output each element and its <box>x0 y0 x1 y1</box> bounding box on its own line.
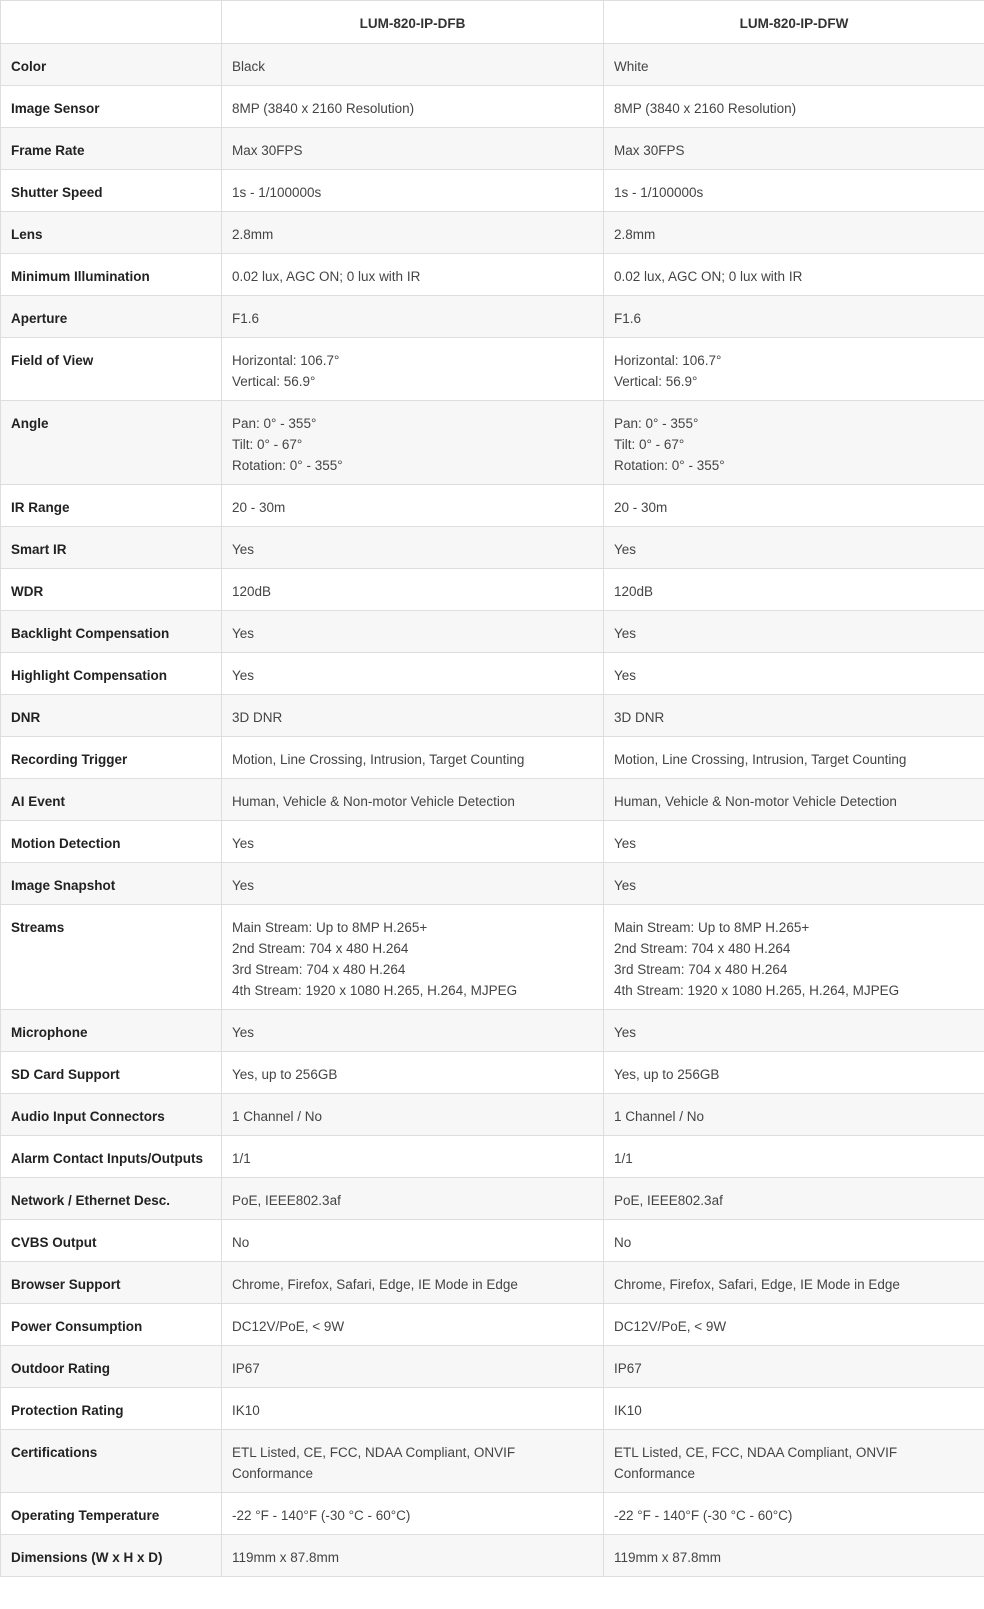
spec-value-dfw: Human, Vehicle & Non-motor Vehicle Detection <box>604 779 984 821</box>
table-row <box>1 527 984 569</box>
spec-value-dfb: Main Stream: Up to 8MP H.265+ 2nd Stream: 704 x 480 H.264 3rd Stream: 704 x 480 H.264 4th Stream: 1920 x 1080 H.265, H.264, MJPEG <box>222 905 604 1010</box>
spec-value-dfw: 120dB <box>604 569 984 611</box>
spec-value-dfw: DC12V/PoE, < 9W <box>604 1304 984 1346</box>
table-row <box>1 1493 984 1535</box>
spec-label-cell: Motion Detection <box>1 821 222 863</box>
table-row <box>1 863 984 905</box>
table-row <box>1 1262 984 1304</box>
spec-value-dfb: 120dB <box>222 569 604 611</box>
spec-value-dfb: No <box>222 1220 604 1262</box>
table-row <box>1 485 984 527</box>
table-row <box>1 1094 984 1136</box>
spec-value-dfw: Yes <box>604 821 984 863</box>
table-row <box>1 611 984 653</box>
spec-value-dfw: 2.8mm <box>604 212 984 254</box>
spec-label-cell: Alarm Contact Inputs/Outputs <box>1 1136 222 1178</box>
spec-label-cell: Microphone <box>1 1010 222 1052</box>
spec-value-dfw: F1.6 <box>604 296 984 338</box>
spec-label-cell: AI Event <box>1 779 222 821</box>
spec-value-dfw: 3D DNR <box>604 695 984 737</box>
table-row <box>1 905 984 1010</box>
spec-label-cell: Outdoor Rating <box>1 1346 222 1388</box>
spec-value-dfw: White <box>604 44 984 86</box>
spec-label-cell: Color <box>1 44 222 86</box>
spec-value-dfw: Max 30FPS <box>604 128 984 170</box>
spec-label-cell: Operating Temperature <box>1 1493 222 1535</box>
spec-value-dfb: Horizontal: 106.7° Vertical: 56.9° <box>222 338 604 401</box>
spec-label-cell: Shutter Speed <box>1 170 222 212</box>
table-row <box>1 1136 984 1178</box>
spec-value-dfw: Main Stream: Up to 8MP H.265+ 2nd Stream: 704 x 480 H.264 3rd Stream: 704 x 480 H.264 4th Stream: 1920 x 1080 H.265, H.264, MJPEG <box>604 905 984 1010</box>
spec-value-dfb: 2.8mm <box>222 212 604 254</box>
spec-value-dfw: Pan: 0° - 355° Tilt: 0° - 67° Rotation: 0° - 355° <box>604 401 984 485</box>
spec-label-cell: Network / Ethernet Desc. <box>1 1178 222 1220</box>
spec-label-cell: Field of View <box>1 338 222 401</box>
spec-label-cell: Smart IR <box>1 527 222 569</box>
spec-value-dfb: 119mm x 87.8mm <box>222 1535 604 1577</box>
spec-value-dfw: Yes <box>604 653 984 695</box>
spec-value-dfb: IK10 <box>222 1388 604 1430</box>
spec-value-dfw: 1 Channel / No <box>604 1094 984 1136</box>
spec-value-dfb: Human, Vehicle & Non-motor Vehicle Detection <box>222 779 604 821</box>
table-row <box>1 1220 984 1262</box>
spec-label-cell: IR Range <box>1 485 222 527</box>
spec-value-dfb: Yes <box>222 821 604 863</box>
table-header-row <box>1 1 984 44</box>
spec-value-dfb: Yes, up to 256GB <box>222 1052 604 1094</box>
spec-label-cell: Dimensions (W x H x D) <box>1 1535 222 1577</box>
spec-label-cell: Angle <box>1 401 222 485</box>
spec-value-dfw: Yes <box>604 863 984 905</box>
spec-value-dfw: Chrome, Firefox, Safari, Edge, IE Mode in Edge <box>604 1262 984 1304</box>
spec-value-dfb: -22 °F - 140°F (-30 °C - 60°C) <box>222 1493 604 1535</box>
header-model-dfw: LUM-820-IP-DFW <box>604 1 984 44</box>
table-row <box>1 296 984 338</box>
spec-value-dfb: Max 30FPS <box>222 128 604 170</box>
spec-label-cell: CVBS Output <box>1 1220 222 1262</box>
spec-value-dfw: 0.02 lux, AGC ON; 0 lux with IR <box>604 254 984 296</box>
table-row <box>1 128 984 170</box>
spec-value-dfw: 1s - 1/100000s <box>604 170 984 212</box>
table-row <box>1 401 984 485</box>
spec-value-dfb: 8MP (3840 x 2160 Resolution) <box>222 86 604 128</box>
table-row <box>1 212 984 254</box>
spec-label-cell: Protection Rating <box>1 1388 222 1430</box>
spec-value-dfb: Yes <box>222 527 604 569</box>
spec-value-dfw: Yes <box>604 611 984 653</box>
spec-value-dfb: DC12V/PoE, < 9W <box>222 1304 604 1346</box>
spec-value-dfw: PoE, IEEE802.3af <box>604 1178 984 1220</box>
table-row <box>1 821 984 863</box>
spec-label-cell: SD Card Support <box>1 1052 222 1094</box>
spec-label-cell: Frame Rate <box>1 128 222 170</box>
spec-value-dfb: ETL Listed, CE, FCC, NDAA Compliant, ONVIF Conformance <box>222 1430 604 1493</box>
spec-value-dfb: PoE, IEEE802.3af <box>222 1178 604 1220</box>
table-row <box>1 569 984 611</box>
spec-value-dfb: Black <box>222 44 604 86</box>
spec-value-dfb: F1.6 <box>222 296 604 338</box>
table-row <box>1 254 984 296</box>
spec-value-dfw: 8MP (3840 x 2160 Resolution) <box>604 86 984 128</box>
table-row <box>1 695 984 737</box>
table-row <box>1 1178 984 1220</box>
table-body <box>1 44 984 1577</box>
spec-label-cell: Minimum Illumination <box>1 254 222 296</box>
spec-value-dfb: 1s - 1/100000s <box>222 170 604 212</box>
spec-value-dfw: Yes <box>604 527 984 569</box>
spec-value-dfb: Pan: 0° - 355° Tilt: 0° - 67° Rotation: 0° - 355° <box>222 401 604 485</box>
spec-value-dfw: Horizontal: 106.7° Vertical: 56.9° <box>604 338 984 401</box>
table-row <box>1 653 984 695</box>
spec-value-dfb: Yes <box>222 611 604 653</box>
table-row <box>1 779 984 821</box>
header-model-dfb: LUM-820-IP-DFB <box>222 1 604 44</box>
spec-value-dfb: 20 - 30m <box>222 485 604 527</box>
spec-value-dfw: ETL Listed, CE, FCC, NDAA Compliant, ONVIF Conformance <box>604 1430 984 1493</box>
table-row <box>1 1052 984 1094</box>
spec-value-dfb: Yes <box>222 1010 604 1052</box>
spec-value-dfw: No <box>604 1220 984 1262</box>
spec-value-dfw: 20 - 30m <box>604 485 984 527</box>
table-row <box>1 737 984 779</box>
spec-label-cell: DNR <box>1 695 222 737</box>
spec-value-dfb: Motion, Line Crossing, Intrusion, Target Counting <box>222 737 604 779</box>
spec-label-cell: Backlight Compensation <box>1 611 222 653</box>
spec-label-cell: Streams <box>1 905 222 1010</box>
spec-label-cell: Recording Trigger <box>1 737 222 779</box>
table-row <box>1 1010 984 1052</box>
table-row <box>1 1535 984 1577</box>
spec-value-dfb: 0.02 lux, AGC ON; 0 lux with IR <box>222 254 604 296</box>
spec-label-cell: Highlight Compensation <box>1 653 222 695</box>
table-row <box>1 1304 984 1346</box>
spec-value-dfb: 1/1 <box>222 1136 604 1178</box>
spec-label-cell: Image Snapshot <box>1 863 222 905</box>
spec-value-dfb: Yes <box>222 863 604 905</box>
spec-value-dfw: IP67 <box>604 1346 984 1388</box>
spec-label-cell: Audio Input Connectors <box>1 1094 222 1136</box>
table-row <box>1 170 984 212</box>
spec-label-cell: Lens <box>1 212 222 254</box>
spec-value-dfb: 3D DNR <box>222 695 604 737</box>
spec-value-dfb: Yes <box>222 653 604 695</box>
spec-label-cell: Browser Support <box>1 1262 222 1304</box>
spec-value-dfw: Motion, Line Crossing, Intrusion, Target Counting <box>604 737 984 779</box>
spec-label-cell: Image Sensor <box>1 86 222 128</box>
spec-value-dfw: 119mm x 87.8mm <box>604 1535 984 1577</box>
table-row <box>1 44 984 86</box>
spec-value-dfw: IK10 <box>604 1388 984 1430</box>
spec-label-cell: Power Consumption <box>1 1304 222 1346</box>
spec-value-dfw: Yes <box>604 1010 984 1052</box>
spec-label-cell: Aperture <box>1 296 222 338</box>
table-row <box>1 338 984 401</box>
spec-label-cell: Certifications <box>1 1430 222 1493</box>
spec-value-dfw: Yes, up to 256GB <box>604 1052 984 1094</box>
spec-value-dfb: IP67 <box>222 1346 604 1388</box>
table-row <box>1 1388 984 1430</box>
spec-value-dfw: -22 °F - 140°F (-30 °C - 60°C) <box>604 1493 984 1535</box>
header-corner-cell <box>1 1 222 44</box>
spec-value-dfb: Chrome, Firefox, Safari, Edge, IE Mode in Edge <box>222 1262 604 1304</box>
spec-label-cell: WDR <box>1 569 222 611</box>
spec-value-dfb: 1 Channel / No <box>222 1094 604 1136</box>
table-row <box>1 1430 984 1493</box>
spec-value-dfw: 1/1 <box>604 1136 984 1178</box>
table-row <box>1 86 984 128</box>
table-row <box>1 1346 984 1388</box>
